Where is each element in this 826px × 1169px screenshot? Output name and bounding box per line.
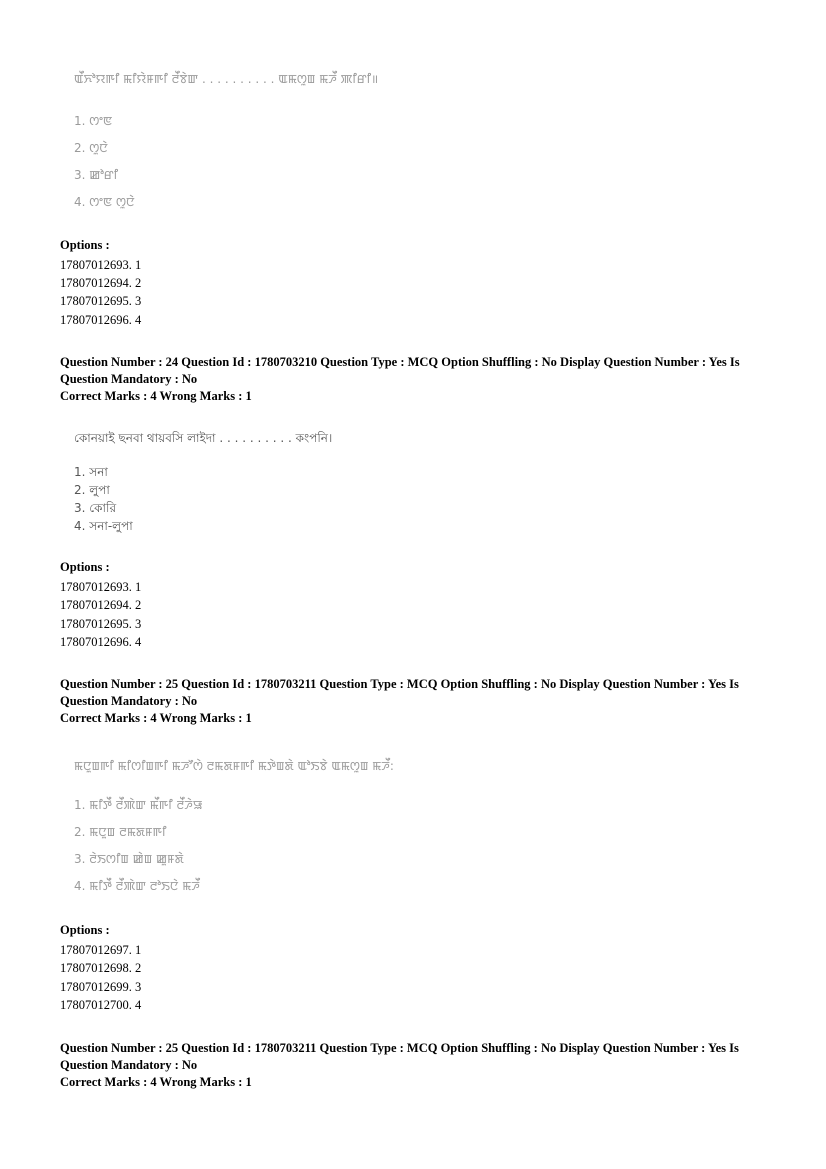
question-meta-line1: Question Number : 25 Question Id : 1780703211 Question Type : MCQ Option Shuffling : No Display Question Number : Yes Is [60, 1041, 739, 1055]
options-label: Options : [60, 923, 110, 937]
options-label: Options : [60, 560, 110, 574]
option-id-1: 17807012697. 1 [60, 943, 142, 957]
option-id-4: 17807012696. 4 [60, 313, 142, 327]
option-id-4: 17807012700. 4 [60, 998, 142, 1012]
question-option-2: 2. লুপা [74, 483, 110, 497]
question-meta-line2: Question Mandatory : No [60, 694, 198, 708]
options-label: Options : [60, 238, 110, 252]
option-id-4: 17807012696. 4 [60, 635, 142, 649]
question-option-4: 4. সনা-লুপা [74, 519, 133, 533]
question-stem: ꯃꯅꯨꯡꯒꯤ ꯃꯤꯁꯤꯡꯒꯤ ꯃꯍꯧꯁꯥ ꯂꯃꯗꯝꯒꯤ ꯃꯇꯥꯡꯗꯥ ꯑꯣꯏꯕꯥ ꯑꯃꯁꯨꯡ ꯃꯍꯩ: [74, 759, 394, 773]
option-id-2: 17807012698. 2 [60, 961, 142, 975]
option-id-2: 17807012694. 2 [60, 276, 142, 290]
question-stem: কোনয়াই ছনবা থায়বসি লাইদা . . . . . . . . . . কংপনি। [74, 431, 333, 445]
option-id-2: 17807012694. 2 [60, 598, 142, 612]
question-meta-line2: Question Mandatory : No [60, 1058, 198, 1072]
question-option-2: 2. ꯃꯅꯨꯡ ꯂꯃꯗꯝꯒꯤ [74, 825, 167, 839]
option-id-3: 17807012699. 3 [60, 980, 142, 994]
question-meta [60, 1040, 760, 1091]
question-option-3: 3. ꯀꯣꯔꯤ [74, 168, 119, 182]
question-stem: ꯑꯩꯈꯣꯌꯒꯤ ꯃꯤꯌꯥꯝꯒꯤ ꯂꯩꯕꯥꯛ . . . . . . . . . . ꯑꯃꯁꯨꯡ ꯃꯍꯩ ꯄꯤꯔꯤ॥ [74, 72, 379, 86]
question-marks: Correct Marks : 4 Wrong Marks : 1 [60, 711, 252, 725]
question-marks: Correct Marks : 4 Wrong Marks : 1 [60, 389, 252, 403]
question-option-1: 1. ꯁꯦꯟ [74, 114, 113, 128]
question-meta-line1: Question Number : 24 Question Id : 1780703210 Question Type : MCQ Option Shuffling : No Display Question Number : Yes Is [60, 355, 740, 369]
question-meta [60, 676, 760, 727]
option-id-3: 17807012695. 3 [60, 294, 142, 308]
question-option-4: 4. ꯃꯤꯇꯩ ꯂꯩꯄꯥꯛ ꯂꯣꯏꯅꯥ ꯃꯍꯩ [74, 879, 200, 893]
question-meta [60, 354, 760, 405]
question-marks: Correct Marks : 4 Wrong Marks : 1 [60, 1075, 252, 1089]
question-option-3: 3. কোরি [74, 501, 117, 515]
question-option-3: 3. ꯂꯥꯏꯁꯤꯡ ꯀꯥꯡ ꯀꯨꯝꯗꯥ [74, 852, 184, 866]
question-option-4: 4. ꯁꯦꯟ ꯁꯨꯅꯥ [74, 195, 135, 209]
option-id-1: 17807012693. 1 [60, 580, 142, 594]
option-id-3: 17807012695. 3 [60, 617, 142, 631]
question-option-1: 1. সনা [74, 465, 108, 479]
option-id-1: 17807012693. 1 [60, 258, 142, 272]
question-meta-line1: Question Number : 25 Question Id : 1780703211 Question Type : MCQ Option Shuffling : No Display Question Number : Yes Is [60, 677, 739, 691]
question-option-2: 2. ꯁꯨꯅꯥ [74, 141, 108, 155]
question-option-1: 1. ꯃꯤꯇꯩ ꯂꯩꯄꯥꯛ ꯃꯩꯒꯤ ꯂꯩꯍꯥꯎ [74, 798, 203, 812]
question-meta-line2: Question Mandatory : No [60, 372, 198, 386]
